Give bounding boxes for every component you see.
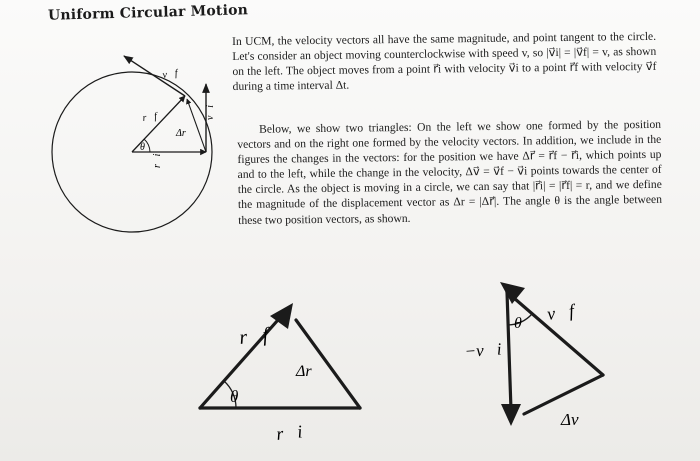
triangles-paragraph: Below, we show two triangles: On the left we show one formed by the position vectors and on the right one formed by the velocity vectors. In addition, we include in the figures the changes in the vectors: for the position we have Δr⃗ = r⃗f − r⃗i, which points up and to the left, while the change in the velocity, Δv⃗ = v⃗f − v⃗i points towards the center of the circle. As the object is moving in a circle, we can say that |r⃗i| = |r⃗f| = r, and we define the magnitude of the displacement vector as Δr = |Δr⃗|. The angle θ is the angle between these two position vectors, as shown. [237, 117, 663, 227]
velocity-theta-label: θ [514, 315, 522, 332]
vf-arrowhead [500, 282, 525, 304]
position-dr-label: Δr⃗ [296, 363, 325, 380]
section-title: Uniform Circular Motion [47, 2, 249, 24]
circle-vi-label: v⃗i [205, 105, 216, 120]
circle-ri-label: r⃗i [152, 153, 163, 168]
circle-vf-label: v⃗f [161, 67, 179, 81]
velocity-vf-label: v⃗f [545, 300, 576, 324]
circle-dr-label: Δr⃗ [176, 128, 194, 139]
position-rf-label: r⃗f [238, 324, 270, 349]
velocity-dv-label: Δv⃗ [561, 410, 592, 429]
intro-paragraph: In UCM, the velocity vectors all have the same magnitude, and point tangent to the circle. Let's consider an object moving counterclockwise with speed v, so |v⃗i| = |v⃗f| = v, as shown on the left. The object moves from a point r⃗i with velocity v⃗i to a point r⃗f with velocity v⃗f during a time interval Δt. [232, 29, 657, 94]
velocity-neg-vi-label: −v⃗i [463, 339, 503, 361]
neg-vi-arrowhead [501, 404, 521, 426]
dv-side [524, 375, 603, 414]
position-ri-label: r⃗i [275, 421, 304, 444]
neg-vi-side [507, 292, 511, 410]
circle-rf-label: r⃗f [141, 111, 158, 124]
position-theta-label: θ [230, 387, 239, 406]
circle-theta-label: θ [140, 142, 145, 153]
